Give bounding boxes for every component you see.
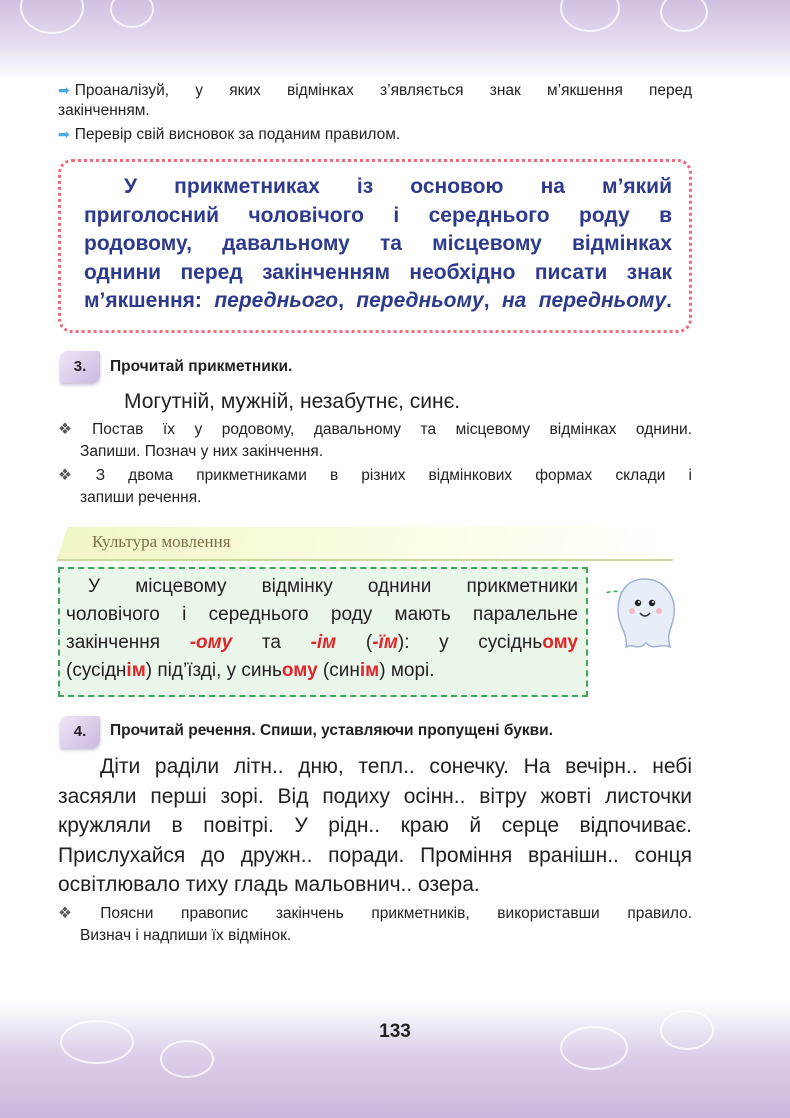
- ending-highlight: -ім: [310, 632, 337, 653]
- rule-line: м’якшення: переднього, передньому, на передньому.: [84, 289, 672, 312]
- ending-highlight: -їм: [372, 632, 398, 653]
- rule-text: [84, 173, 672, 316]
- task-item: ❖ Поясни правопис закінчень прикметників, використавши правило.: [58, 905, 693, 922]
- swirl-ornament: [560, 0, 620, 32]
- note-line: (сусіднім) під’їзді, у синьому (синім) морі.: [66, 660, 435, 681]
- exercise-text: Діти раділи літн.. дню, тепл.. сонечку. На вечірн.. небі засяяли перші зорі. Від подиху осінн.. вітру жовті листочки кружляли в повітрі. У рідн.. краю й серце відпочиває. Прислухайся до дружн.. поради. Проміння вранішн.. сонця освітлювало тиху гладь мальовнич.. озера.: [58, 755, 692, 896]
- culture-title: Культура мовлення: [92, 532, 231, 551]
- swirl-ornament: [20, 0, 84, 34]
- ghost-mascot-icon: [604, 573, 684, 655]
- page-number: 133: [379, 1021, 411, 1042]
- top-decorative-band: [0, 0, 790, 82]
- note-line: закінчення -ому та -ім (-їм): у сусідньому: [66, 632, 578, 653]
- ending-highlight: ім: [126, 660, 146, 681]
- note-line: У місцевому відмінку однини прикметники: [88, 576, 578, 597]
- rule-example: передньому: [356, 289, 484, 312]
- adjectives-list: Могутній, мужній, незабутнє, синє.: [124, 390, 461, 413]
- bottom-decorative-band: [0, 1000, 790, 1118]
- swirl-ornament: [660, 0, 708, 32]
- rule-line: родовому, давальному та місцевому відмінках: [84, 232, 672, 255]
- intro-line-1-continued: закінченням.: [58, 102, 150, 119]
- task-title: Прочитай прикметники.: [110, 358, 293, 375]
- rule-line: приголосний чоловічого і середнього роду в: [84, 203, 672, 227]
- task-number-badge: 4.: [60, 716, 100, 748]
- task-item-continued: запиши речення.: [80, 489, 202, 506]
- rule-example: переднього: [214, 289, 339, 312]
- task-title: Прочитай речення. Спиши, уставляючи пропущені букви.: [110, 722, 553, 739]
- task-item: ❖ З двома прикметниками в різних відмінкових формах склади і: [58, 467, 692, 484]
- swirl-ornament: [110, 0, 154, 28]
- task-item-continued: Визнач і надпиши їх відмінок.: [80, 927, 292, 944]
- ending-highlight: ому: [542, 632, 578, 653]
- intro-line-1: ➡ Проаналізуй, у яких відмінках з’являється знак м’якшення перед: [58, 82, 692, 99]
- ending-highlight: -ому: [189, 632, 233, 653]
- arrow-right-icon: ➡: [58, 82, 70, 98]
- ending-highlight: ім: [359, 660, 380, 681]
- diamond-bullet-icon: ❖: [58, 421, 88, 438]
- diamond-bullet-icon: ❖: [58, 467, 91, 484]
- task-item: ❖ Постав їх у родовому, давальному та місцевому відмінках однини.: [58, 421, 692, 438]
- task-number-badge: 3.: [60, 351, 100, 383]
- swirl-ornament: [160, 1040, 214, 1078]
- note-line: чоловічого і середнього роду мають паралельне: [66, 604, 578, 625]
- arrow-right-icon: ➡: [58, 126, 70, 142]
- rule-line: однини перед закінченням необхідно писати знак: [84, 260, 672, 284]
- ending-highlight: ому: [281, 660, 318, 681]
- task-item-continued: Запиши. Познач у них закінчення.: [80, 443, 324, 460]
- diamond-bullet-icon: ❖: [58, 905, 96, 922]
- rule-example: на передньому: [501, 289, 667, 312]
- note-text: [66, 573, 578, 685]
- intro-line-2: ➡ Перевір свій висновок за поданим правилом.: [58, 126, 401, 143]
- rule-line: У прикметниках із основою на м’який: [124, 175, 672, 198]
